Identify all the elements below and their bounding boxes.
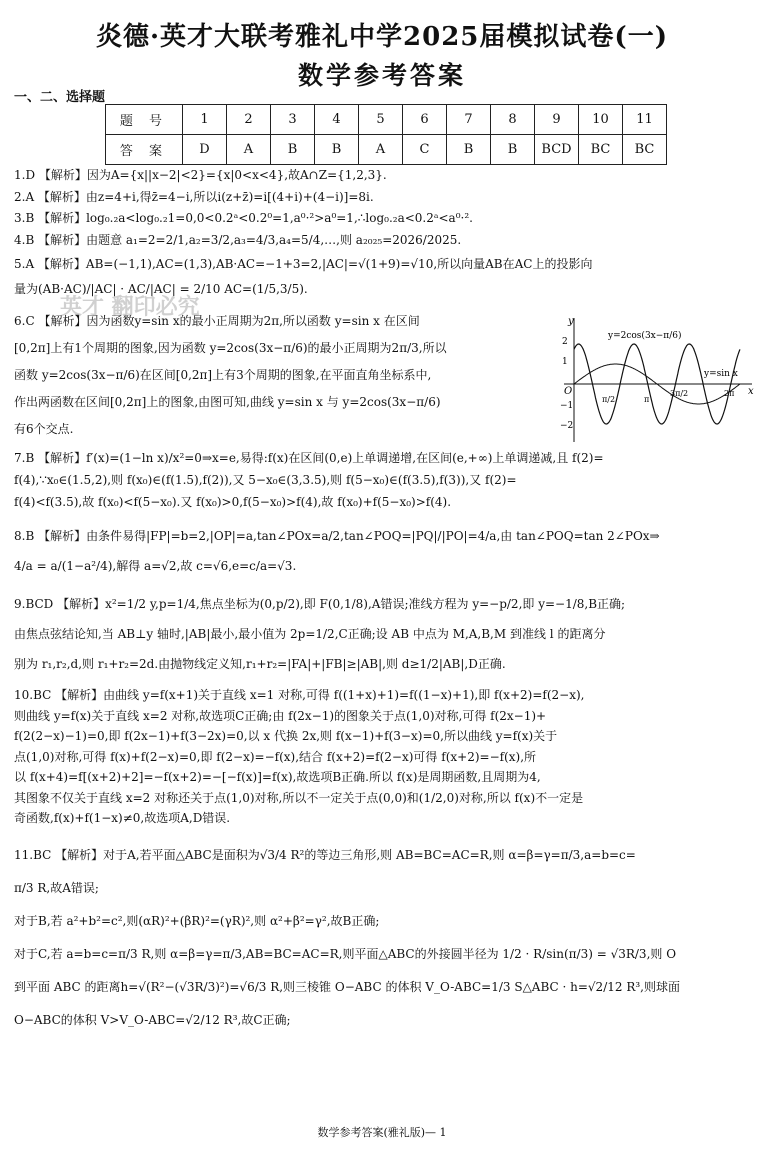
x-axis-label: x (748, 386, 754, 397)
solution-line: f(4)<f(3.5),故 f(x₀)<f(5−x₀).又 f(x₀)>0,f(5−x₀)>f(4),故 f(x₀)+f(5−x₀)>f(4). (14, 495, 452, 509)
y-tick-label: 2 (562, 337, 568, 347)
solution-3 (14, 209, 754, 228)
solution-line: 6.C 【解析】因为函数y=sin x的最小正周期为2π,所以函数 y=sin x 在区间 (14, 314, 420, 328)
number-cell: 4 (315, 105, 359, 135)
answer-cell: B (271, 135, 315, 165)
cos-curve-label: y=2cos(3x−π/6) (608, 331, 682, 341)
sin-curve-label: y=sin x (704, 369, 738, 379)
solution-11 (14, 839, 754, 1037)
function-graph (560, 314, 756, 446)
answer-cell: D (183, 135, 227, 165)
solution-line: 9.BCD 【解析】x²=1/2 y,p=1/4,焦点坐标为(0,p/2),即 F(0,1/8),A错误;准线方程为 y=−p/2,即 y=−1/8,B正确; (14, 597, 626, 611)
number-cell: 11 (623, 105, 667, 135)
solution-1 (14, 166, 754, 185)
x-tick-label: π (644, 395, 650, 404)
solution-line: 其图象不仅关于直线 x=2 对称还关于点(1,0)对称,所以不一定关于点(0,0)和(1/2,0)对称,所以 f(x)不一定是 (14, 790, 584, 805)
x-tick-label: π/2 (602, 395, 616, 404)
answer-cell: A (227, 135, 271, 165)
solution-line: 4/a = a/(1−a²/4),解得 a=√2,故 c=√6,e=c/a=√3. (14, 559, 297, 573)
y-tick-label: −1 (560, 401, 574, 411)
solution-line: 奇函数,f(x)+f(1−x)≠0,故选项A,D错误. (14, 811, 231, 825)
solution-line: 10.BC 【解析】由曲线 y=f(x+1)关于直线 x=1 对称,可得 f((1+x)+1)=f((1−x)+1),即 f(x+2)=f(2−x), (14, 688, 585, 702)
answer-table (105, 104, 667, 165)
solution-line: 有6个交点. (14, 422, 74, 436)
solution-7 (14, 447, 754, 513)
number-cell: 8 (491, 105, 535, 135)
solution-line: 则曲线 y=f(x)关于直线 x=2 对称,故选项C正确;由 f(2x−1)的图象关于点(1,0)对称,可得 f(2x−1)+ (14, 708, 547, 723)
solution-10 (14, 685, 754, 829)
section-label: 一、二、选择题 (14, 90, 106, 105)
solution-line: 1.D 【解析】因为A={x||x−2|<2}={x|0<x<4},故A∩Z={1,2,3}. (14, 168, 387, 182)
table-row-numbers (106, 105, 667, 135)
solution-line: 7.B 【解析】f′(x)=(1−ln x)/x²=0⇒x=e,易得:f(x)在区间(0,e)上单调递增,在区间(e,+∞)上单调递减,且 f(2)= (14, 451, 604, 465)
number-cell: 2 (227, 105, 271, 135)
solution-line: 别为 r₁,r₂,d,则 r₁+r₂=2d.由抛物线定义知,r₁+r₂=|FA|+|FB|≥|AB|,则 d≥1/2|AB|,D正确. (14, 657, 506, 671)
answer-cell: A (359, 135, 403, 165)
y-axis-label: y (568, 316, 574, 327)
answer-cell: BCD (535, 135, 579, 165)
x-tick-label: 3π/2 (670, 389, 689, 398)
answer-cell: C (403, 135, 447, 165)
answer-cell: BC (579, 135, 623, 165)
solution-line: 4.B 【解析】由题意 a₁=2=2/1,a₂=3/2,a₃=4/3,a₄=5/4,…,则 a₂₀₂₅=2026/2025. (14, 232, 462, 247)
solution-line: 对于B,若 a²+b²=c²,则(αR)²+(βR)²=(γR)²,则 α²+β²=γ²,故B正确; (14, 913, 380, 928)
page-footer: 数学参考答案(雅礼版)— 1 (317, 1126, 447, 1139)
number-cell: 1 (183, 105, 227, 135)
solution-4 (14, 231, 754, 250)
number-cell: 6 (403, 105, 447, 135)
number-cell: 9 (535, 105, 579, 135)
solution-line: [0,2π]上有1个周期的图象,因为函数 y=2cos(3x−π/6)的最小正周期为2π/3,所以 (14, 341, 447, 355)
solution-line: 函数 y=2cos(3x−π/6)在区间[0,2π]上有3个周期的图象,在平面直角坐标系中, (14, 368, 432, 382)
solution-line: 由焦点弦结论知,当 AB⊥y 轴时,|AB|最小,最小值为 2p=1/2,C正确;设 AB 中点为 M,A,B,M 到准线 l 的距离分 (14, 627, 606, 641)
table-row-answers (106, 135, 667, 165)
solution-line: 3.B 【解析】log₀.₂a<log₀.₂1=0,0<0.2ᵃ<0.2⁰=1,a⁰·²>a⁰=1,∴log₀.₂a<0.2ᵃ<a⁰·². (14, 211, 473, 225)
solution-line: 以 f(x+4)=f[(x+2)+2]=−f(x+2)=−[−f(x)]=f(x),故选项B正确.所以 f(x)是周期函数,且周期为4, (14, 770, 541, 784)
y-tick-label: −2 (560, 421, 574, 431)
number-cell: 7 (447, 105, 491, 135)
watermark: 英才 翻印必究 (60, 294, 200, 320)
solution-line: 量为(AB·AC)/|AC| · AC/|AC| = 2/10 AC=(1/5,3/5). (14, 281, 308, 296)
number-cell: 3 (271, 105, 315, 135)
answer-cell: BC (623, 135, 667, 165)
page-subtitle: 数学参考答案 (297, 61, 466, 90)
solution-line: f(4),∵x₀∈(1.5,2),则 f(x₀)∈(f(1.5),f(2)),又 5−x₀∈(3,3.5),则 f(5−x₀)∈(f(3.5),f(3)),又 f(2)= (14, 473, 517, 487)
solution-line: 到平面 ABC 的距离h=√(R²−(√3R/3)²)=√6/3 R,则三棱锥 O−ABC 的体积 V_O-ABC=1/3 S△ABC · h=√2/12 R³,则球面 (14, 979, 680, 994)
answer-cell: B (315, 135, 359, 165)
row-label-number: 题 号 (106, 105, 183, 135)
solution-line: 对于C,若 a=b=c=π/3 R,则 α=β=γ=π/3,AB=BC=AC=R,则平面△ABC的外接圆半径为 1/2 · R/sin(π/3) = √3R/3,则 O (14, 946, 677, 961)
answer-cell: B (491, 135, 535, 165)
solution-8 (14, 521, 754, 581)
origin-label: O (564, 386, 573, 397)
page-title: 炎德·英才大联考雅礼中学2025届模拟试卷(一) (95, 22, 669, 52)
y-tick-label: 1 (562, 357, 568, 367)
solution-line: f(2(2−x)−1)=0,即 f(2x−1)+f(3−2x)=0,以 x 代换 2x,则 f(x−1)+f(3−x)=0,所以曲线 y=f(x)关于 (14, 729, 558, 743)
solution-line: 8.B 【解析】由条件易得|FP|=b=2,|OP|=a,tan∠POx=a/2,tan∠POQ=|PQ|/|PO|=4/a,由 tan∠POQ=tan 2∠POx⇒ (14, 529, 660, 543)
solution-line: 作出两函数在区间[0,2π]上的图象,由图可知,曲线 y=sin x 与 y=2cos(3x−π/6) (14, 395, 441, 409)
solution-line: 5.A 【解析】AB=(−1,1),AC=(1,3),AB·AC=−1+3=2,|AC|=√(1+9)=√10,所以向量AB在AC上的投影向 (14, 257, 593, 271)
solution-9 (14, 589, 754, 679)
solution-2 (14, 188, 754, 207)
number-cell: 5 (359, 105, 403, 135)
answer-cell: B (447, 135, 491, 165)
solution-line: 11.BC 【解析】对于A,若平面△ABC是面积为√3/4 R²的等边三角形,则 AB=BC=AC=R,则 α=β=γ=π/3,a=b=c= (14, 847, 636, 862)
x-tick-label: 2π (724, 389, 735, 398)
solution-line: O−ABC的体积 V>V_O-ABC=√2/12 R³,故C正确; (14, 1012, 291, 1027)
solution-line: 2.A 【解析】由z=4+i,得z̄=4−i,所以i(z+z̄)=i[(4+i)+(4−i)]=8i. (14, 189, 374, 204)
solution-line: 点(1,0)对称,可得 f(x)+f(2−x)=0,即 f(2−x)=−f(x),结合 f(x+2)=f(2−x)可得 f(x+2)=−f(x),所 (14, 749, 537, 764)
number-cell: 10 (579, 105, 623, 135)
row-label-answer: 答 案 (106, 135, 183, 165)
solution-line: π/3 R,故A错误; (14, 880, 99, 895)
